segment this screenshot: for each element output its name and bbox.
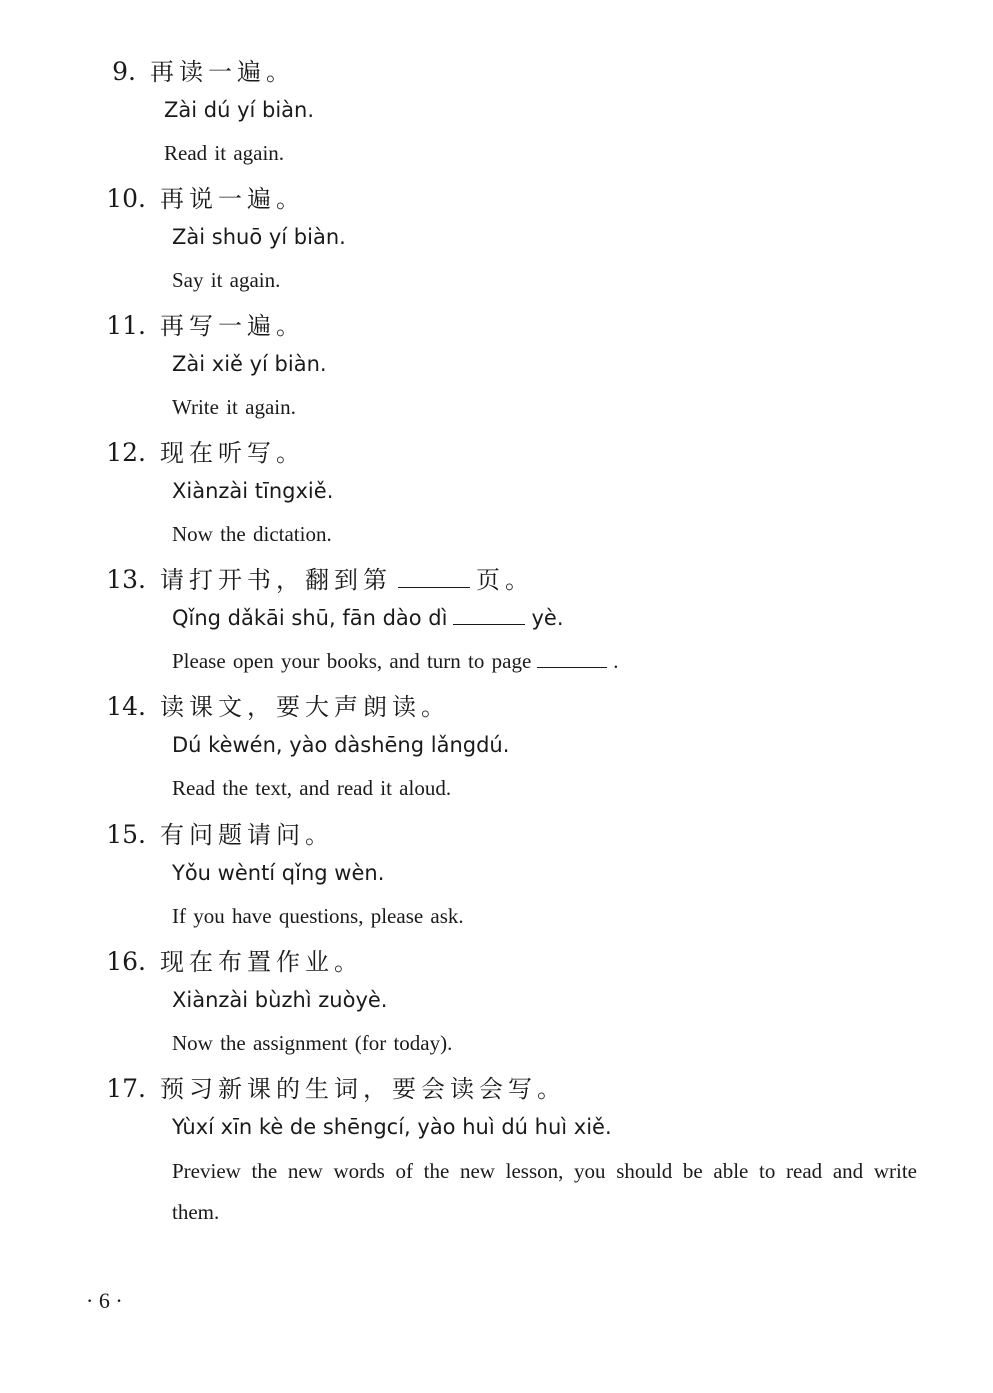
phrase-pinyin: Dú kèwén, yào dàshēng lǎngdú. [172, 733, 510, 758]
phrase-chinese: 再写一遍。 [160, 312, 305, 341]
phrase-head [0, 306, 305, 346]
phrase-entry-11 [0, 300, 993, 427]
page-number: · 6 · [86, 1288, 123, 1313]
phrase-head [0, 942, 363, 982]
phrase-entry-9 [0, 46, 993, 173]
phrase-english: If you have questions, please ask. [172, 903, 464, 928]
phrase-head [0, 560, 534, 600]
phrase-number: 15. [106, 819, 146, 849]
phrase-number: 9. [112, 57, 136, 86]
phrase-head [0, 179, 305, 219]
phrase-head [0, 815, 334, 855]
phrase-chinese: 现在布置作业。 [160, 947, 363, 976]
phrase-chinese: 有问题请问。 [160, 820, 334, 849]
phrase-pinyin: Zài xiě yí biàn. [172, 352, 327, 377]
phrase-chinese: 预习新课的生词，要会读会写。 [160, 1074, 566, 1103]
phrase-english: Now the dictation. [172, 522, 332, 547]
phrase-entry-14 [0, 681, 993, 808]
phrase-english: Say it again. [172, 268, 281, 293]
phrase-english-start: Please open your books, and turn to page [172, 649, 532, 674]
phrase-head [0, 52, 295, 92]
phrase-pinyin: Yǒu wèntí qǐng wèn. [172, 860, 385, 885]
fill-in-blank [453, 623, 525, 625]
phrase-number: 16. [106, 946, 146, 976]
phrase-pinyin: Zài shuō yí biàn. [172, 225, 346, 250]
phrase-chinese-end: 页。 [476, 566, 534, 595]
phrase-pinyin [172, 606, 564, 630]
phrase-number: 12. [106, 438, 146, 468]
phrase-head [0, 687, 450, 727]
phrase-number: 17. [106, 1073, 146, 1103]
phrase-pinyin: Xiànzài bùzhì zuòyè. [172, 987, 388, 1012]
phrase-entry-13 [0, 554, 993, 681]
phrase-entry-12 [0, 427, 993, 554]
phrase-chinese: 请打开书，翻到第 [160, 566, 392, 595]
phrase-pinyin-end: yè. [531, 606, 564, 631]
phrase-entry-15 [0, 809, 993, 936]
phrase-english [172, 649, 619, 674]
phrase-chinese: 再说一遍。 [160, 185, 305, 214]
phrase-pinyin: Yùxí xīn kè de shēngcí, yào huì dú huì xiě. [172, 1114, 612, 1139]
phrase-english-end: . [613, 649, 619, 674]
phrase-number: 10. [106, 184, 146, 214]
phrase-entry-17 [0, 1063, 993, 1224]
phrase-head [0, 1069, 566, 1109]
phrase-list [0, 46, 993, 1224]
phrase-number: 11. [106, 311, 146, 341]
phrase-english: Now the assignment (for today). [172, 1030, 453, 1055]
phrase-english: Read the text, and read it aloud. [172, 776, 452, 801]
phrase-number: 13. [106, 565, 146, 595]
phrase-pinyin: Zài dú yí biàn. [164, 98, 315, 122]
phrase-english: Read it again. [164, 141, 285, 165]
phrase-pinyin-start: Qǐng dǎkāi shū, fān dào dì [172, 606, 448, 631]
phrase-pinyin: Xiànzài tīngxiě. [172, 479, 334, 504]
phrase-entry-10 [0, 173, 993, 300]
phrase-english: Write it again. [172, 395, 296, 420]
phrase-chinese: 读课文，要大声朗读。 [160, 693, 450, 722]
phrase-entry-16 [0, 936, 993, 1063]
fill-in-blank [537, 666, 607, 668]
fill-in-blank [398, 586, 470, 588]
phrase-english: Preview the new words of the new lesson, you should be able to read and write them. [172, 1158, 917, 1224]
phrase-number: 14. [106, 692, 146, 722]
phrase-head [0, 433, 305, 473]
phrase-chinese: 现在听写。 [160, 439, 305, 468]
phrase-chinese: 再读一遍。 [150, 58, 295, 86]
